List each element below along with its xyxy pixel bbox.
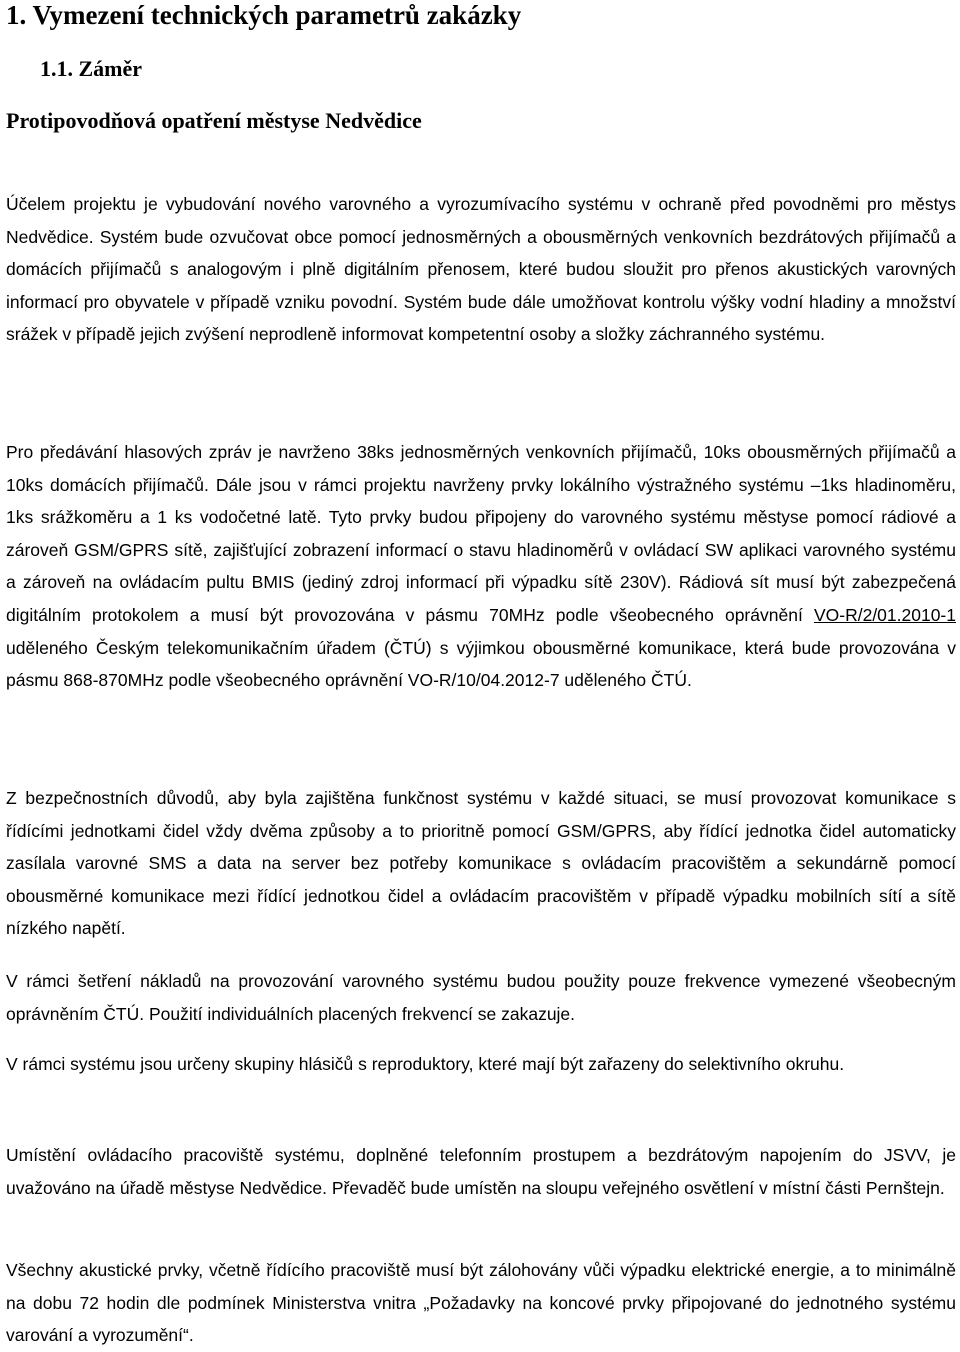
paragraph-receivers xyxy=(6,436,956,697)
paragraph-purpose: Účelem projektu je vybudování nového varovného a vyrozumívacího systému v ochraně před povodněmi pro městys Nedvědice. Systém bude ozvučovat obce pomocí jednosměrných a obousměrných venkovních bezdrátových přijímačů a domácích přijímačů s analogovým i plně digitálním přenosem, které budou sloužit pro přenos akustických varovných informací pro obyvatele v případě vzniku povodní. Systém bude dále umožňovat kontrolu výšky vodní hladiny a množství srážek v případě jejich zvýšení neprodleně informovat kompetentní osoby a složky záchranného systému. xyxy=(6,194,956,345)
authorization-reference-link[interactable]: VO-R/2/01.2010-1 xyxy=(813,604,956,625)
paragraph-frequencies: V rámci šetření nákladů na provozování varovného systému budou použity pouze frekvence vymezené všeobecným oprávněním ČTÚ. Použití individuálních placených frekvencí se zakazuje. xyxy=(6,971,956,1024)
paragraph-control-station: Umístění ovládacího pracoviště systému, doplněné telefonním prostupem a bezdrátovým napojením do JSVV, je uvažováno na úřadě městyse Nedvědice. Převaděč bude umístěn na sloupu veřejného osvětlení v místní části Pernštejn. xyxy=(6,1145,956,1198)
paragraph-speaker-groups: V rámci systému jsou určeny skupiny hlásičů s reproduktory, které mají být zařazeny do selektivního okruhu. xyxy=(6,1054,845,1074)
paragraph-receivers-text-start: Pro předávání hlasových zpráv je navrženo 38ks jednosměrných venkovních přijímačů, 10ks obousměrných přijímačů a 10ks domácích přijímačů. Dále jsou v rámci projektu navrženy prvky lokálního výstražného systému –1ks hladinoměru, 1ks srážkoměru a 1 ks vodočetné latě. Tyto prvky budou připojeny do varovného systému městyse pomocí rádiové a zároveň GSM/GPRS sítě, zajišťující zobrazení informací o stavu hladinoměrů v ovládací SW aplikaci varovného systému a zároveň na ovládacím pultu BMIS (jediný zdroj informací při výpadku sítě 230V). Rádiová sít musí být zabezpečená digitálním protokolem a musí být provozována v pásmu 70MHz podle všeobecného oprávnění xyxy=(6,442,956,625)
paragraph-receivers-text-end: uděleného Českým telekomunikačním úřadem (ČTÚ) s výjimkou obousměrné komunikace, která bude provozována v pásmu 868-870MHz podle všeobecného oprávnění VO-R/10/04.2012-7 uděleného ČTÚ. xyxy=(6,637,956,691)
section-heading-1: 1. Vymezení technických parametrů zakázky xyxy=(6,0,522,30)
project-title: Protipovodňová opatření městyse Nedvědice xyxy=(6,108,422,133)
subsection-heading-1-1: 1.1. Záměr xyxy=(40,56,143,81)
paragraph-power-backup: Všechny akustické prvky, včetně řídícího pracoviště musí být zálohovány vůči výpadku elektrické energie, a to minimálně na dobu 72 hodin dle podmínek Ministerstva vnitra „Požadavky na koncové prvky připojované do jednotného systému varování a vyrozumění“. xyxy=(6,1260,956,1346)
paragraph-security: Z bezpečnostních důvodů, aby byla zajištěna funkčnost systému v každé situaci, se musí provozovat komunikace s řídícími jednotkami čidel vždy dvěma způsoby a to prioritně pomocí GSM/GPRS, aby řídící jednotka čidel automaticky zasílala varovné SMS a data na server bez potřeby komunikace s ovládacím pracovištěm a sekundárně pomocí obousměrné komunikace mezi řídící jednotkou čidel a ovládacím pracovištěm v případě výpadku mobilních sítí a sítě nízkého napětí. xyxy=(6,788,956,939)
